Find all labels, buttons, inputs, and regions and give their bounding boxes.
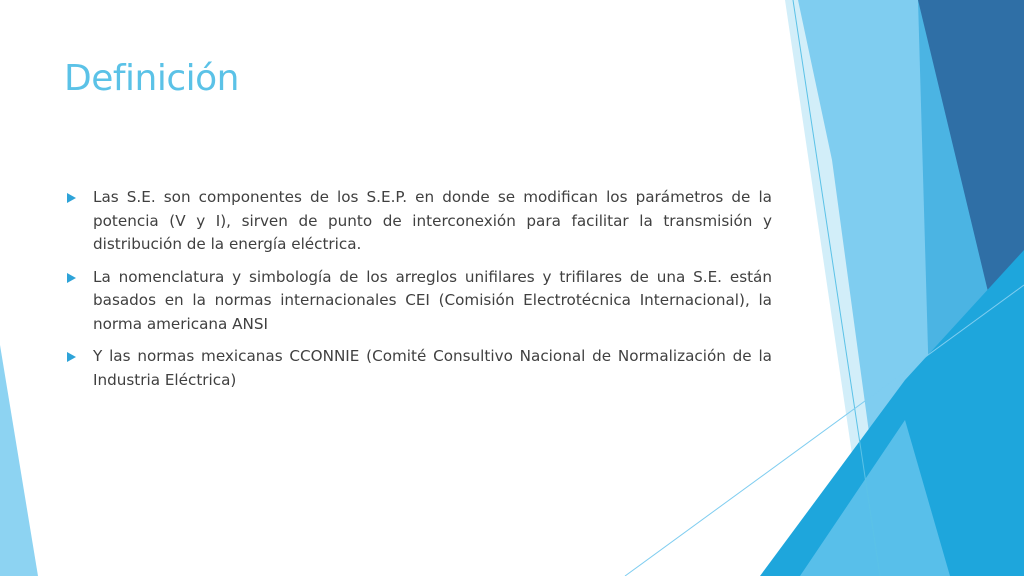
bullet-item — [64, 266, 772, 337]
bullet-item — [64, 345, 772, 392]
bullet-text: Y las normas mexicanas CCONNIE (Comité Consultivo Nacional de Normalización de la Industria Eléctrica) — [93, 347, 772, 389]
bullet-text: La nomenclatura y simbología de los arreglos unifilares y trifilares de una S.E. están basados en la normas internacionales CEI (Comisión Electrotécnica Internacional), la norma americana ANSI — [93, 267, 772, 333]
triangle-bullet-icon — [67, 193, 76, 203]
bullet-item — [64, 186, 772, 257]
slide-title: Definición — [64, 58, 239, 99]
triangle-bullet-icon — [67, 352, 76, 362]
bullet-text: Las S.E. son componentes de los S.E.P. en donde se modifican los parámetros de la potencia (V y I), sirven de punto de interconexión para facilitar la transmisión y distribución de la energía eléctrica. — [93, 188, 772, 253]
triangle-bullet-icon — [67, 273, 76, 283]
bullet-list — [64, 186, 772, 401]
left-facet — [0, 345, 38, 576]
